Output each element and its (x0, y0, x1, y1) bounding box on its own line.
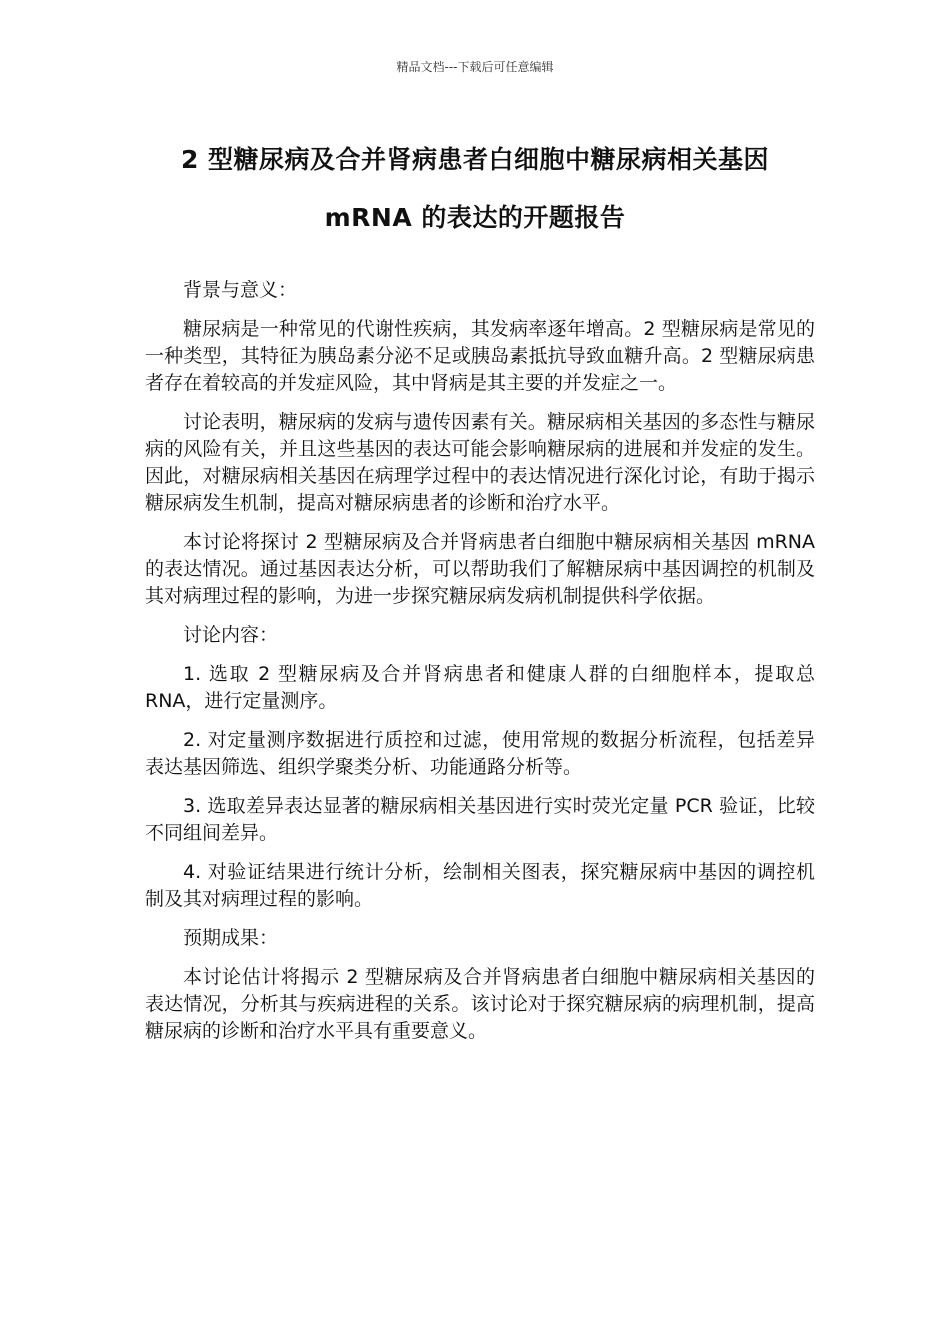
paragraph-1: 糖尿病是一种常见的代谢性疾病，其发病率逐年增高。2 型糖尿病是常见的一种类型，其特征为胰岛素分泌不足或胰岛素抵抗导致血糖升高。2 型糖尿病患者存在着较高的并发症风险，其中肾病是其主要的并发症之一。 (145, 318, 815, 394)
page-header: 精品文档---下载后可任意编辑 (396, 60, 554, 74)
paragraph-4: 本讨论估计将揭示 2 型糖尿病及合并肾病患者白细胞中糖尿病相关基因的表达情况，分析其与疾病进程的关系。该讨论对于探究糖尿病的病理机制，提高糖尿病的诊断和治疗水平具有重要意义。 (145, 966, 815, 1042)
content-heading: 讨论内容： (183, 624, 279, 646)
background-heading: 背景与意义： (183, 279, 298, 301)
results-heading: 预期成果： (183, 927, 279, 949)
list-item-2: 2. 对定量测序数据进行质控和过滤，使用常规的数据分析流程，包括差异表达基因筛选、组织学聚类分析、功能通路分析等。 (145, 729, 815, 778)
title-line-1: 2 型糖尿病及合并肾病患者白细胞中糖尿病相关基因 (180, 145, 770, 174)
document-body (145, 277, 815, 1057)
paragraph-2: 讨论表明，糖尿病的发病与遗传因素有关。糖尿病相关基因的多态性与糖尿病的风险有关，并且这些基因的表达可能会影响糖尿病的进展和并发症的发生。因此，对糖尿病相关基因在病理学过程中的表达情况进行深化讨论，有助于揭示糖尿病发生机制，提高对糖尿病患者的诊断和治疗水平。 (145, 411, 815, 514)
title-line-2: mRNA 的表达的开题报告 (324, 203, 626, 232)
list-item-4: 4. 对验证结果进行统计分析，绘制相关图表，探究糖尿病中基因的调控机制及其对病理过程的影响。 (145, 861, 815, 910)
list-item-3: 3. 选取差异表达显著的糖尿病相关基因进行实时荧光定量 PCR 验证，比较不同组间差异。 (145, 795, 815, 844)
paragraph-3: 本讨论将探讨 2 型糖尿病及合并肾病患者白细胞中糖尿病相关基因 mRNA 的表达情况。通过基因表达分析，可以帮助我们了解糖尿病中基因调控的机制及其对病理过程的影响，为进一步探究糖尿病发病机制提供科学依据。 (145, 531, 815, 607)
list-item-1: 1. 选取 2 型糖尿病及合并肾病患者和健康人群的白细胞样本，提取总 RNA，进行定量测序。 (145, 663, 815, 712)
